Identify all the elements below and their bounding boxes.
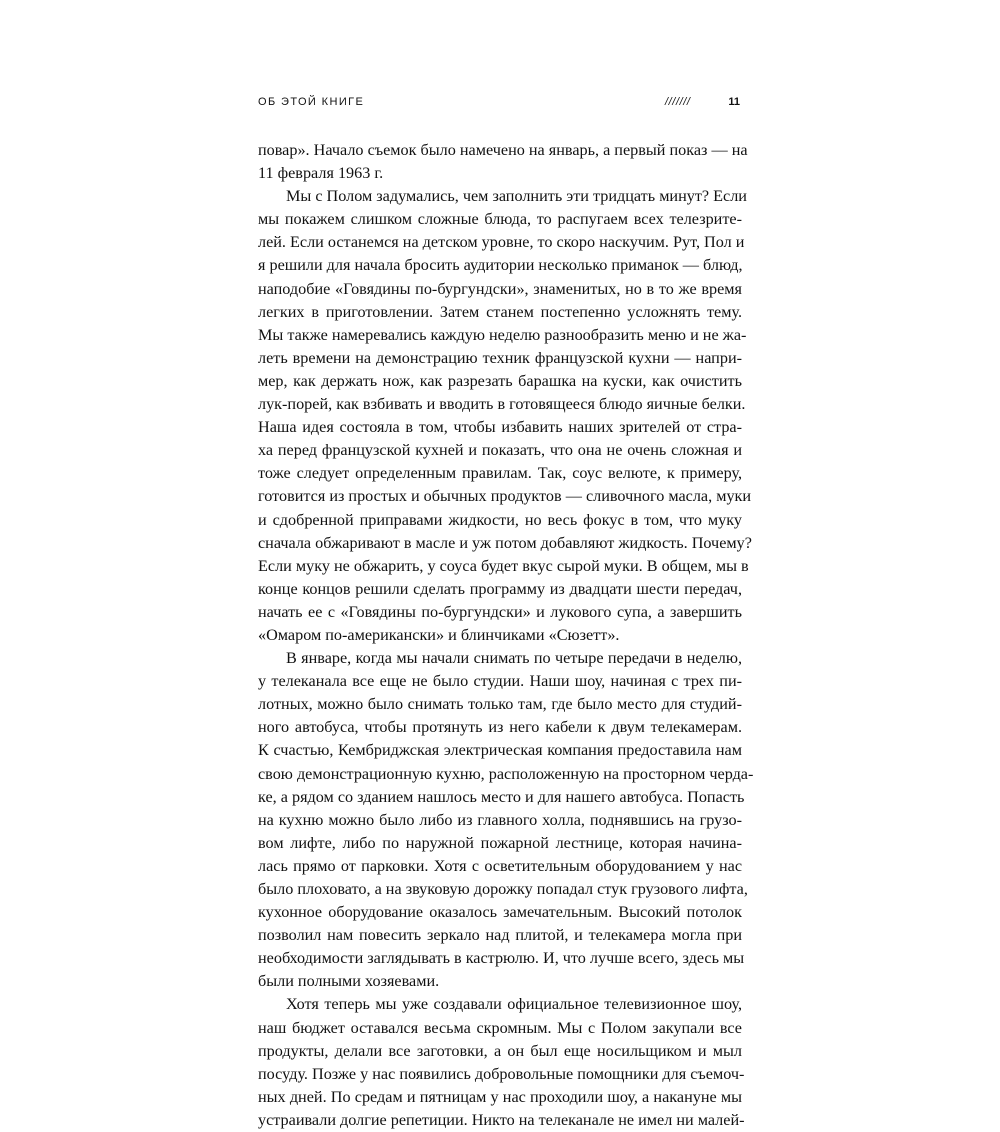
text-line: лотных, можно было снимать только там, где было место для студий- xyxy=(258,695,742,714)
text-line: позволил нам повесить зеркало над плитой, и телекамера могла при xyxy=(258,926,742,945)
text-line: было плоховато, а на звуковую дорожку попадал стук грузового лифта, xyxy=(258,880,748,898)
text-line: устраивали долгие репетиции. Никто на телеканале не имел ни малей- xyxy=(258,1110,745,1129)
text-line: Если муку не обжарить, у соуса будет вкус сырой муки. В общем, мы в xyxy=(258,556,749,575)
text-line: «Омаром по-американски» и блинчиками «Сюзетт». xyxy=(258,625,620,644)
text-line: ке, а рядом со зданием нашлось место и для нашего автобуса. Попасть xyxy=(258,787,745,806)
text-line: были полными хозяевами. xyxy=(258,972,440,991)
text-line: ха перед французской кухней и показать, что она не очень сложная и xyxy=(258,441,742,460)
text-line: посуду. Позже у нас появились добровольные помощники для съемоч- xyxy=(258,1064,745,1083)
text-line: Мы также намеревались каждую неделю разнообразить меню и не жа- xyxy=(258,325,747,344)
text-line: готовится из простых и обычных продуктов — сливочного масла, муки xyxy=(258,487,752,506)
paragraph-first-line: Хотя теперь мы уже создавали официальное телевизионное шоу, xyxy=(286,995,742,1014)
text-line: вом лифте, либо по наружной пожарной лестнице, которая начина- xyxy=(258,833,742,852)
text-line: продукты, делали все заготовки, а он был еще носильщиком и мыл xyxy=(258,1041,742,1060)
text-line: лей. Если останемся на детском уровне, то скоро наскучим. Рут, Пол и xyxy=(258,233,745,252)
text-line: начать ее с «Говядины по-бургундски» и лукового супа, а завершить xyxy=(258,602,742,621)
paragraph-first-line: Мы с Полом задумались, чем заполнить эти тридцать минут? Если xyxy=(286,187,747,206)
section-title: ОБ ЭТОЙ КНИГЕ xyxy=(258,96,365,108)
text-line: ных дней. По средам и пятницам у нас проходили шоу, а накануне мы xyxy=(258,1087,742,1106)
header-slash-marker: /////// xyxy=(665,96,691,108)
text-line: повар». Начало съемок было намечено на январь, а первый показ — на xyxy=(258,141,748,159)
paragraph-first-line: В январе, когда мы начали снимать по четыре передачи в неделю, xyxy=(286,649,742,668)
text-line: кухонное оборудование оказалось замечательным. Высокий потолок xyxy=(258,903,742,922)
text-line: Наша идея состояла в том, чтобы избавить наших зрителей от стра- xyxy=(258,418,742,437)
text-line: у телеканала все еще не было студии. Наши шоу, начиная с трех пи- xyxy=(258,672,742,691)
text-line: необходимости заглядывать в кастрюлю. И, что лучше всего, здесь мы xyxy=(258,949,745,968)
text-line: мы покажем слишком сложные блюда, то распугаем всех телезрите- xyxy=(258,210,742,229)
text-line: на кухню можно было либо из главного холла, поднявшись на грузо- xyxy=(258,810,742,829)
text-line: наподобие «Говядины по-бургундски», знаменитых, но в то же время xyxy=(258,279,742,298)
text-line: лук-порей, как взбивать и вводить в готовящееся блюдо яичные белки. xyxy=(258,395,746,414)
text-line: тоже следует определенным правилам. Так, соус велюте, к примеру, xyxy=(258,464,742,483)
text-line: ного автобуса, чтобы протянуть из него кабели к двум телекамерам. xyxy=(258,718,742,737)
text-line: я решили для начала бросить аудитории несколько приманок — блюд, xyxy=(258,256,743,275)
text-line: мер, как держать нож, как разрезать барашка на куски, как очистить xyxy=(258,371,742,390)
text-line: наш бюджет оставался весьма скромным. Мы с Полом закупали все xyxy=(258,1018,742,1037)
page-number: 11 xyxy=(728,96,740,108)
text-line: леть времени на демонстрацию техник французской кухни — напри- xyxy=(258,348,742,367)
text-line: К счастью, Кембриджская электрическая компания предоставила нам xyxy=(258,741,742,760)
text-line: сначала обжаривают в масле и уж потом добавляют жидкость. Почему? xyxy=(258,533,752,552)
body-text xyxy=(258,139,754,1132)
text-line: легких в приготовлении. Затем станем постепенно усложнять тему. xyxy=(258,302,742,321)
text-line: и сдобренной приправами жидкости, но весь фокус в том, что муку xyxy=(258,510,742,529)
text-line: конце концов решили сделать программу из двадцати шести передач, xyxy=(258,579,742,598)
text-line: 11 февраля 1963 г. xyxy=(258,164,384,183)
text-line: свою демонстрационную кухню, расположенную на просторном черда- xyxy=(258,764,754,783)
text-line: лась прямо от парковки. Хотя с осветительным оборудованием у нас xyxy=(258,856,742,875)
